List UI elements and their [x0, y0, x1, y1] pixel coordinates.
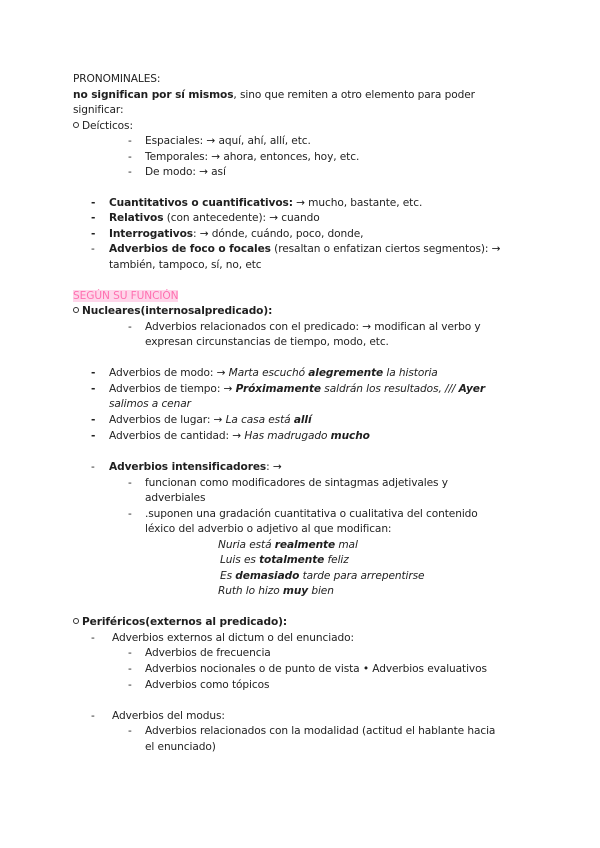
dash-icon: - [91, 632, 95, 644]
example-key: Ayer [458, 383, 485, 395]
modus-desc-cont: el enunciado) [145, 741, 216, 753]
dash-icon: - [91, 243, 95, 255]
perifericos-label [73, 615, 287, 631]
highlighted-heading: SEGÚN SU FUNCIÓN [73, 290, 179, 302]
dash-icon: - [91, 367, 96, 379]
nucleares-label [73, 304, 272, 320]
intensificadores-p1-cont: adverbiales [145, 492, 206, 504]
dash-icon: - [128, 477, 132, 489]
hollow-bullet-icon [73, 122, 79, 128]
intensificadores-p2-cont: léxico del adverbio o adjetivo al que modifican: [145, 523, 392, 535]
term-desc: (con antecedente): → cuando [163, 212, 320, 224]
hollow-bullet-icon [73, 307, 79, 313]
list-item [109, 211, 320, 227]
hollow-bullet-icon [73, 618, 79, 624]
example-key: muy [282, 585, 309, 597]
example: La casa está [225, 414, 294, 426]
example-key: mucho [330, 430, 370, 442]
term: Relativos [109, 212, 164, 224]
example-key: allí [293, 414, 312, 426]
label: Adverbios de modo: → [109, 367, 229, 379]
dash-icon: - [128, 321, 132, 333]
dash-icon: - [128, 663, 132, 675]
term: Cuantitativos o cuantificativos: [109, 197, 293, 209]
pronominales-intro [73, 88, 475, 104]
term-desc: : → dónde, cuándo, poco, donde, [192, 228, 364, 240]
section-title-pronominales: PRONOMINALES: [73, 73, 161, 85]
list-item [109, 196, 422, 212]
adverbio-tiempo-cont: salimos a cenar [109, 398, 191, 410]
example: la historia [383, 367, 438, 379]
example: mal [335, 539, 358, 551]
term: Adverbios de foco o focales [109, 243, 271, 255]
modus-desc: Adverbios relacionados con la modalidad (actitud el hablante hacia [145, 725, 496, 737]
example-key: Próximamente [235, 383, 322, 395]
term-desc: → mucho, bastante, etc. [292, 197, 423, 209]
example: feliz [324, 554, 349, 566]
label: Adverbios de cantidad: → [109, 430, 245, 442]
nucleares-desc-cont: expresan circunstancias de tiempo, modo, etc. [145, 336, 389, 348]
example: Nuria está [218, 539, 275, 551]
example-sentence [220, 553, 349, 569]
label: Adverbios de lugar: → [109, 414, 226, 426]
term: Interrogativos [109, 228, 193, 240]
example: Has madrugado [244, 430, 331, 442]
adverbio-modo [109, 366, 438, 382]
term: Adverbios intensificadores [109, 461, 267, 473]
dash-icon: - [91, 383, 96, 395]
modus-label: Adverbios del modus: [112, 710, 225, 722]
example-key: alegremente [308, 367, 384, 379]
dash-icon: - [128, 135, 132, 147]
example-key: demasiado [235, 570, 300, 582]
intensificadores-label [109, 460, 282, 476]
list-item [109, 242, 500, 258]
nucleares-text: Nucleares(internosalpredicado): [82, 305, 273, 317]
dictum-label: Adverbios externos al dictum o del enunciado: [112, 632, 354, 644]
dash-icon: - [91, 414, 96, 426]
deicticos-label [73, 119, 133, 135]
section-heading-funcion [73, 289, 178, 305]
intensificadores-p1: funcionan como modificadores de sintagmas adjetivales y [145, 477, 448, 489]
term-desc: : → [266, 461, 282, 473]
dash-icon: - [91, 228, 96, 240]
dash-icon: - [128, 508, 132, 520]
dash-icon: - [91, 710, 95, 722]
dash-icon: - [128, 725, 132, 737]
example: Ruth lo hizo [218, 585, 283, 597]
dash-icon: - [128, 166, 132, 178]
nucleares-desc: Adverbios relacionados con el predicado: → modifican al verbo y [145, 321, 481, 333]
list-item-continuation: también, tampoco, sí, no, etc [109, 259, 262, 271]
example: Es [220, 570, 236, 582]
list-item: Adverbios nocionales o de punto de vista • Adverbios evaluativos [145, 663, 487, 675]
example: Marta escuchó [228, 367, 309, 379]
intensificadores-p2: .suponen una gradación cuantitativa o cualitativa del contenido [145, 508, 478, 520]
list-item [109, 227, 363, 243]
deicticos-text: Deícticos: [82, 120, 133, 132]
label: Adverbios de tiempo: → [109, 383, 236, 395]
example-sentence [220, 569, 424, 585]
example-sentence [218, 538, 358, 554]
dash-icon: - [128, 647, 132, 659]
example: tarde para arrepentirse [299, 570, 425, 582]
list-item: De modo: → así [145, 166, 226, 178]
intro-rest: , sino que remiten a otro elemento para poder [233, 89, 475, 101]
example: saldrán los resultados, /// [321, 383, 459, 395]
adverbio-lugar [109, 413, 311, 429]
dash-icon: - [91, 197, 96, 209]
example-sentence [218, 584, 334, 600]
list-item: Adverbios de frecuencia [145, 647, 271, 659]
list-item: Adverbios como tópicos [145, 679, 270, 691]
dash-icon: - [128, 151, 132, 163]
dash-icon: - [91, 461, 95, 473]
example-key: realmente [274, 539, 336, 551]
example: bien [308, 585, 334, 597]
adverbio-tiempo [109, 382, 485, 398]
example: Luis es [220, 554, 260, 566]
dash-icon: - [128, 679, 132, 691]
intro-bold: no significan por sí mismos [73, 89, 234, 101]
term-desc: (resaltan o enfatizan ciertos segmentos): → [270, 243, 501, 255]
adverbio-cantidad [109, 429, 370, 445]
dash-icon: - [91, 212, 96, 224]
list-item: Temporales: → ahora, entonces, hoy, etc. [145, 151, 360, 163]
list-item: Espaciales: → aquí, ahí, allí, etc. [145, 135, 311, 147]
dash-icon: - [91, 430, 96, 442]
perifericos-text: Periféricos(externos al predicado): [82, 616, 288, 628]
intro-continuation: significar: [73, 104, 124, 116]
example-key: totalmente [259, 554, 325, 566]
